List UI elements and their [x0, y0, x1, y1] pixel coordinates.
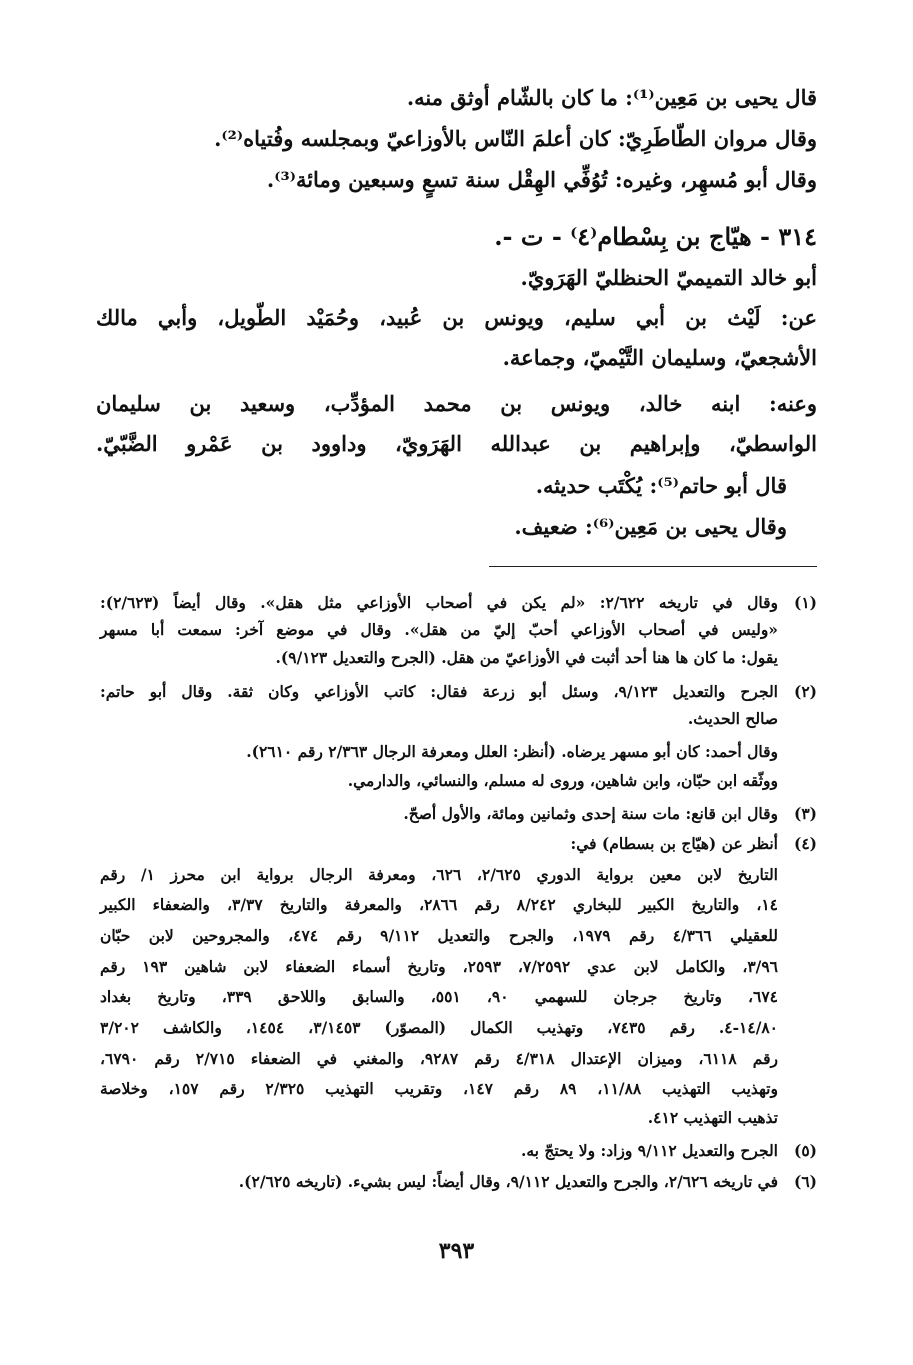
text-line: أبو خالد التميميّ الحنظليّ الهَرَويّ. — [520, 265, 817, 290]
footnote-number: (٢) — [793, 682, 817, 701]
footnote-line: التاريخ لابن معين برواية الدوري ٢/٦٢٥، ٦٢٦، ومعرفة الرجال برواية ابن محرز ١/ رقم — [100, 865, 778, 884]
text-line: قال أبو حاتم⁽⁵⁾: يُكْتَب حديثه. — [535, 473, 787, 498]
footnote-line: الجرح والتعديل ٩/١٢٣، وسئل أبو زرعة فقال: كاتب الأوزاعي وكان ثقة. وقال أبو حاتم: — [100, 682, 778, 701]
footnote-line: ٣/٩٦، والكامل لابن عدي ٧/٢٥٩٢، ٢٥٩٣، وتاريخ أسماء الضعفاء لابن شاهين ١٩٣ رقم — [100, 957, 778, 976]
text-line: وعنه: ابنه خالد، ويونس بن محمد المؤدِّب، وسعيد بن سليمان — [96, 391, 817, 416]
footnote-line: ووثّقه ابن حبّان، وابن شاهين، وروى له مسلم، والنسائي، والدارمي. — [347, 771, 778, 790]
footnote-line: صالح الحديث. — [687, 709, 778, 728]
footnote-line: في تاريخه ٢/٦٢٦، والجرح والتعديل ٩/١١٢، وقال أيضاً: ليس بشيء. (تاريخه ٢/٦٢٥). — [238, 1172, 778, 1191]
text-line: وقال مروان الطّاطَرِيّ: كان أعلمَ النّاس بالأوزاعيّ وبمجلسه وفُتياه⁽²⁾. — [214, 126, 817, 151]
text-line: قال يحيى بن مَعِين⁽¹⁾: ما كان بالشّام أوثق منه. — [406, 85, 817, 110]
footnote-line: للعقيلي ٤/٣٦٦ رقم ١٩٧٩، والجرح والتعديل ٩/١١٢ رقم ٤٧٤، والمجروحين لابن حبّان — [100, 926, 778, 945]
footnote-number: (٦) — [793, 1172, 817, 1191]
footnote-number: (١) — [793, 593, 817, 612]
footnote-line: يقول: ما كان ها هنا أحد أثبت في الأوزاعيّ من هقل. (الجرح والتعديل ٩/١٢٣). — [275, 648, 778, 667]
footnote-number: (٣) — [793, 804, 817, 823]
text-line: الأشجعيّ، وسليمان التَّيْميّ، وجماعة. — [502, 345, 817, 370]
text-line: وقال يحيى بن مَعِين⁽⁶⁾: ضعيف. — [514, 514, 787, 539]
footnote-line: «وليس في أصحاب الأوزاعي أحبّ إليّ من هقل». وقال في موضع آخر: سمعت أبا مسهر — [100, 620, 778, 639]
text-line: وقال أبو مُسهِر، وغيره: تُوُفِّي الهِقْل سنة تسعٍ وسبعين ومائة⁽³⁾. — [266, 167, 817, 192]
footnote-separator — [489, 566, 817, 567]
text-line: عن: لَيْث بن أبي سليم، ويونس بن عُبيد، وحُمَيْد الطّويل، وأبي مالك — [96, 305, 817, 330]
footnote-line: وقال في تاريخه ٢/٦٢٢: «لم يكن في أصحاب الأوزاعي مثل هقل». وقال أيضاً (٢/٦٢٣): — [100, 593, 778, 612]
text-line: الواسطيّ، وإبراهيم بن عبدالله الهَرَويّ، وداوود بن عَمْرو الضَّبّيّ. — [96, 431, 817, 456]
footnote-line: ١٤/٨٠-٤. رقم ٧٤٣٥، وتهذيب الكمال (المصوّر) ٣/١٤٥٣، ١٤٥٤، والكاشف ٣/٢٠٢ — [100, 1018, 779, 1037]
footnote-line: وقال ابن قانع: مات سنة إحدى وثمانين ومائة، والأول أصحّ. — [403, 804, 778, 823]
page-number: ٣٩٣ — [438, 1238, 475, 1264]
footnote-number: (٤) — [793, 834, 817, 853]
footnote-line: رقم ٦١١٨، وميزان الإعتدال ٤/٣١٨ رقم ٩٢٨٧، والمغني في الضعفاء ٢/٧١٥ رقم ٦٧٩٠، — [100, 1049, 779, 1068]
footnote-line: ١٤، والتاريخ الكبير للبخاري ٨/٢٤٢ رقم ٢٨٦٦، والمعرفة والتاريخ ٣/٣٧، والضعفاء الكبير — [100, 895, 778, 914]
footnote-line: الجرح والتعديل ٩/١١٢ وزاد: ولا يحتجّ به. — [520, 1141, 778, 1160]
footnote-line: أنظر عن (هيّاج بن بسطام) في: — [570, 834, 778, 853]
footnote-line: تذهيب التهذيب ٤١٢. — [647, 1108, 778, 1127]
footnote-line: ٦٧٤، وتاريخ جرجان للسهمي ٩٠، ٥٥١، والسابق واللاحق ٣٣٩، وتاريخ بغداد — [100, 987, 778, 1006]
footnote-number: (٥) — [793, 1141, 817, 1160]
footnote-line: وقال أحمد: كان أبو مسهر يرضاه. (أنظر: العلل ومعرفة الرجال ٢/٣٦٣ رقم ٢٦١٠). — [246, 742, 778, 761]
entry-heading: ٣١٤ - هيّاج بن بِسْطام⁽٤⁾ - ت -. — [494, 222, 817, 251]
footnote-line: وتهذيب التهذيب ١١/٨٨، ٨٩ رقم ١٤٧، وتقريب التهذيب ٢/٣٢٥ رقم ١٥٧، وخلاصة — [100, 1079, 778, 1098]
